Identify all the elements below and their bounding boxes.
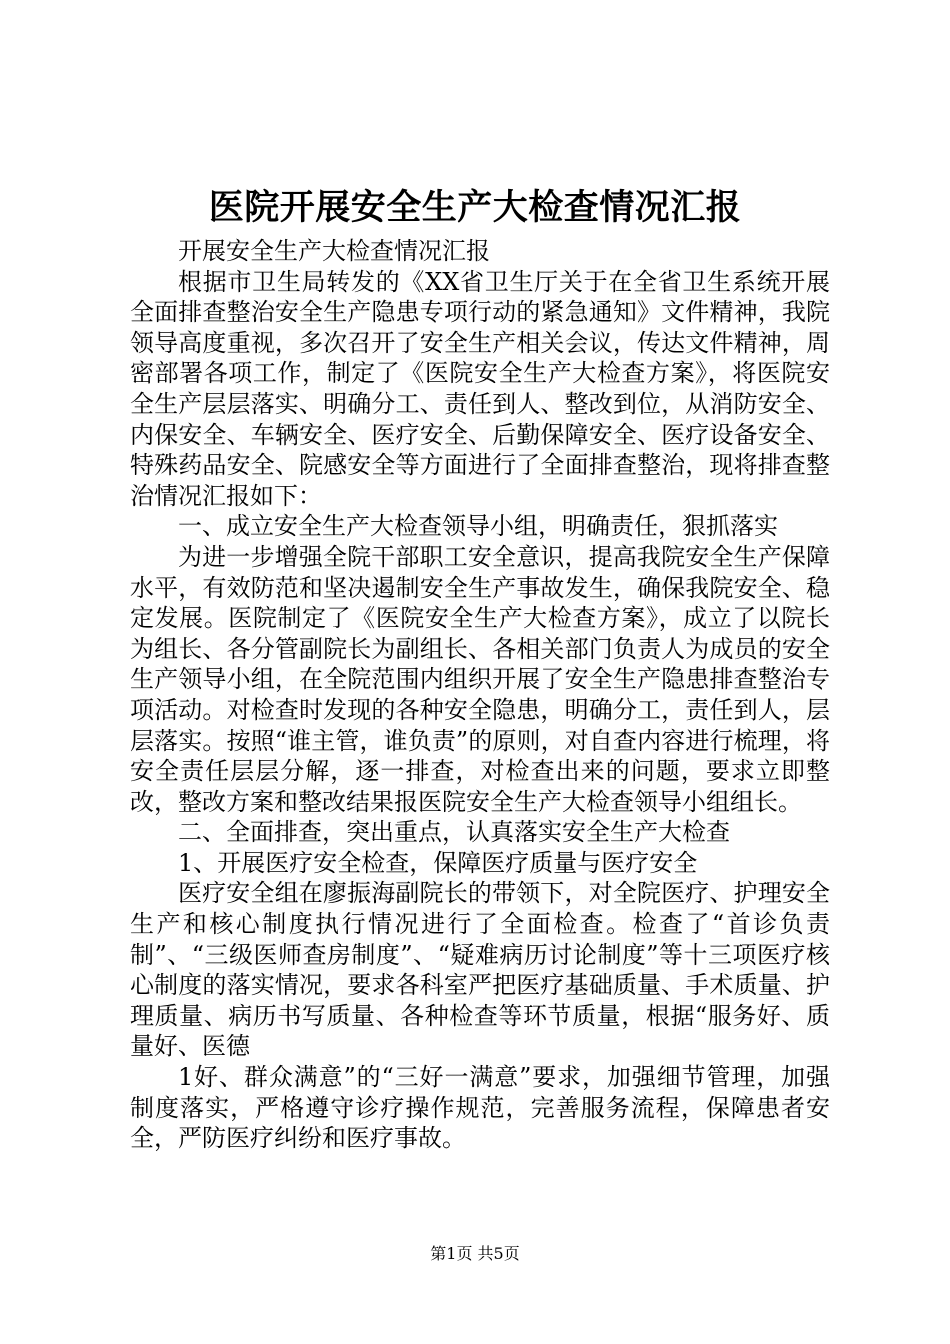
paragraph-medical-safety: 医疗安全组在廖振海副院长的带领下，对全院医疗、护理安全生产和核心制度执行情况进行了全面检查。检查了“首诊负责制”、“三级医师查房制度”、“疑难病历讨论制度”等十三项医疗核心制度的落实情况，要求各科室严把医疗基础质量、手术质量、护理质量、病历书写质量、各种检查等环节质量，根据“服务好、质量好、医德 (130, 879, 830, 1061)
heading-section-2: 二、全面排查，突出重点，认真落实安全生产大检查 (178, 818, 730, 847)
page-number-footer: 第1页 共5页 (430, 1244, 520, 1263)
paragraph-medical-safety-cont: 1好、群众满意”的“三好一满意”要求，加强细节管理，加强制度落实，严格遵守诊疗操作规范，完善服务流程，保障患者安全，严防医疗纠纷和医疗事故。 (130, 1063, 830, 1153)
heading-section-1: 一、成立安全生产大检查领导小组，明确责任，狠抓落实 (178, 512, 778, 541)
heading-subsection-1: 1、开展医疗安全检查，保障医疗质量与医疗安全 (178, 848, 698, 877)
document-title: 医院开展安全生产大检查情况汇报 (208, 187, 742, 228)
paragraph-intro: 根据市卫生局转发的《XX省卫生厅关于在全省卫生系统开展全面排查整治安全生产隐患专项行动的紧急通知》文件精神，我院领导高度重视，多次召开了安全生产相关会议，传达文件精神，周密部署各项工作，制定了《医院安全生产大检查方案》，将医院安全生产层层落实、明确分工、责任到人、整改到位，从消防安全、内保安全、车辆安全、医疗安全、后勤保障安全、医疗设备安全、特殊药品安全、院感安全等方面进行了全面排查整治，现将排查整治情况汇报如下： (130, 267, 830, 510)
paragraph-section-1: 为进一步增强全院干部职工安全意识，提高我院安全生产保障水平，有效防范和坚决遏制安全生产事故发生，确保我院安全、稳定发展。医院制定了《医院安全生产大检查方案》，成立了以院长为组长、各分管副院长为副组长、各相关部门负责人为成员的安全生产领导小组，在全院范围内组织开展了安全生产隐患排查整治专项活动。对检查时发现的各种安全隐患，明确分工，责任到人，层层落实。按照“谁主管，谁负责”的原则，对自查内容进行梳理，将安全责任层层分解，逐一排查，对检查出来的问题，要求立即整改，整改方案和整改结果报医院安全生产大检查领导小组组长。 (130, 542, 830, 816)
document-body (130, 236, 830, 1154)
paragraph-subtitle: 开展安全生产大检查情况汇报 (178, 237, 490, 265)
